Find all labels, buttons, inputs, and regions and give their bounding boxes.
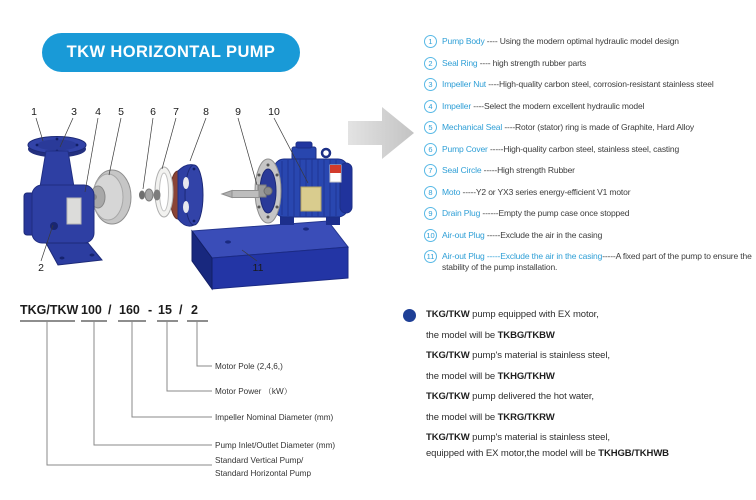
part-desc: ----Select the modern excellent hydraulic model <box>471 100 645 111</box>
part-desc: -----A fixed part of the pump to ensure the stability of the pump installation. <box>442 251 752 272</box>
part-desc: -----Exclude the air in the casing <box>484 229 603 240</box>
list-item <box>424 122 756 134</box>
part-desc: -----High-quality carbon steel, stainless steel, casting <box>487 143 680 154</box>
list-item <box>424 187 756 199</box>
page-title: TKW HORIZONTAL PUMP <box>66 43 276 61</box>
list-item <box>424 36 756 48</box>
label-motor-pole: Motor Pole (2,4,6,) <box>215 362 283 371</box>
model-dash: - <box>148 303 153 317</box>
variant-notes <box>400 308 756 467</box>
part-desc: ----High-quality carbon steel, corrosion-resistant stainless steel <box>486 79 714 89</box>
bullet-circle-icon <box>403 309 416 322</box>
variant-line: the model will be TKBG/TKBW <box>426 329 555 341</box>
model-slash: / <box>108 303 112 317</box>
part-number-label: 3 <box>71 106 77 118</box>
part-number-label: 11 <box>252 262 264 274</box>
variant-line: the model will be TKRG/TKRW <box>426 411 555 423</box>
part-desc: ---- high strength rubber parts <box>477 57 587 68</box>
circled-number-icon: 11 <box>424 250 437 263</box>
part-number-label: 5 <box>118 106 124 118</box>
part-name: Seal Circle <box>442 165 482 175</box>
pump-cover <box>170 165 203 227</box>
circled-number-icon: 5 <box>424 121 437 134</box>
variant-line: TKG/TKW pump's material is stainless steel, <box>426 432 610 443</box>
connector-lines <box>47 321 212 465</box>
variant-line: TKG/TKW pump equipped with EX motor, <box>426 309 599 320</box>
mechanical-seal <box>139 189 161 201</box>
variant-line: TKG/TKW pump's material is stainless steel, <box>426 350 610 361</box>
circled-number-icon: 10 <box>424 229 437 242</box>
part-desc: -----High strength Rubber <box>481 165 575 175</box>
circled-number-icon: 4 <box>424 100 437 113</box>
pump-base <box>192 221 348 289</box>
part-name: Impeller <box>442 100 472 111</box>
list-item <box>424 165 756 177</box>
flow-arrow-icon <box>348 107 414 159</box>
part-name: Mechanical Seal <box>442 122 503 132</box>
part-number-label: 4 <box>95 106 101 118</box>
part-number-label: 1 <box>31 106 37 118</box>
label-impeller-diam: Impeller Nominal Diameter (mm) <box>215 413 334 422</box>
pump-label <box>67 198 81 224</box>
part-name: Drain Plug <box>442 208 481 218</box>
parts-legend <box>424 36 756 283</box>
part-name: Pump Body <box>442 36 485 46</box>
circled-number-icon: 2 <box>424 57 437 70</box>
exploded-pump-diagram <box>10 95 420 295</box>
motor-shaft <box>222 185 272 198</box>
part-name: Moto <box>442 186 461 197</box>
model-pole: 2 <box>191 303 198 317</box>
part-number-label: 8 <box>203 106 209 118</box>
model-code-breakdown <box>15 300 360 490</box>
lifting-eye-icon <box>322 149 330 157</box>
model-slash: / <box>179 303 183 317</box>
list-item <box>424 230 756 242</box>
circled-number-icon: 6 <box>424 143 437 156</box>
part-name: Air-out Plug <box>442 229 485 240</box>
part-number-label: 10 <box>268 106 280 118</box>
circled-number-icon: 1 <box>424 35 437 48</box>
model-impeller: 160 <box>119 303 140 317</box>
circled-number-icon: 9 <box>424 207 437 220</box>
circled-number-icon: 7 <box>424 164 437 177</box>
part-desc: -----Y2 or YX3 series energy-efficient V1 motor <box>460 186 631 197</box>
title-banner <box>42 33 300 72</box>
label-standard-1: Standard Vertical Pump/ <box>215 456 304 465</box>
part-desc: ---- Using the modern optimal hydraulic model design <box>484 36 679 46</box>
variant-line: equipped with EX motor,the model will be TKHGB/TKHWB <box>426 447 669 459</box>
circled-number-icon: 8 <box>424 186 437 199</box>
part-desc: ----Rotor (stator) ring is made of Graphite, Hard Alloy <box>502 122 695 132</box>
circled-number-icon: 3 <box>424 78 437 91</box>
part-number-label: 7 <box>173 106 179 118</box>
seal-ring-plug <box>50 222 58 230</box>
list-item <box>424 208 756 220</box>
model-inlet: 100 <box>81 303 102 317</box>
part-desc: ------Empty the pump case once stopped <box>480 208 630 218</box>
list-item <box>424 144 756 156</box>
part-number-label: 9 <box>235 106 241 118</box>
motor-nameplate <box>301 187 321 211</box>
variant-line: the model will be TKHG/TKHW <box>426 370 555 382</box>
list-item <box>424 101 756 113</box>
variant-line: TKG/TKW pump delivered the hot water, <box>426 391 594 402</box>
part-name: Pump Cover <box>442 143 488 154</box>
list-item <box>424 58 756 70</box>
part-name: Seal Ring <box>442 57 478 68</box>
motor <box>274 142 352 225</box>
model-power: 15 <box>158 303 172 317</box>
label-standard-2: Standard Horizontal Pump <box>215 469 312 478</box>
label-inlet-diam: Pump Inlet/Outlet Diameter (mm) <box>215 441 336 450</box>
motor-label <box>330 165 341 182</box>
label-motor-power: Motor Power （kW） <box>215 387 292 396</box>
list-item <box>424 251 756 273</box>
impeller <box>91 170 131 224</box>
part-number-label: 2 <box>38 262 44 274</box>
pump-body <box>24 137 102 266</box>
part-name: Air-out Plug -----Exclude the air in the casing <box>442 251 603 261</box>
part-number-label: 6 <box>150 106 156 118</box>
model-brand: TKG/TKW <box>20 303 79 317</box>
list-item <box>424 79 756 91</box>
part-name: Impeller Nut <box>442 79 487 89</box>
